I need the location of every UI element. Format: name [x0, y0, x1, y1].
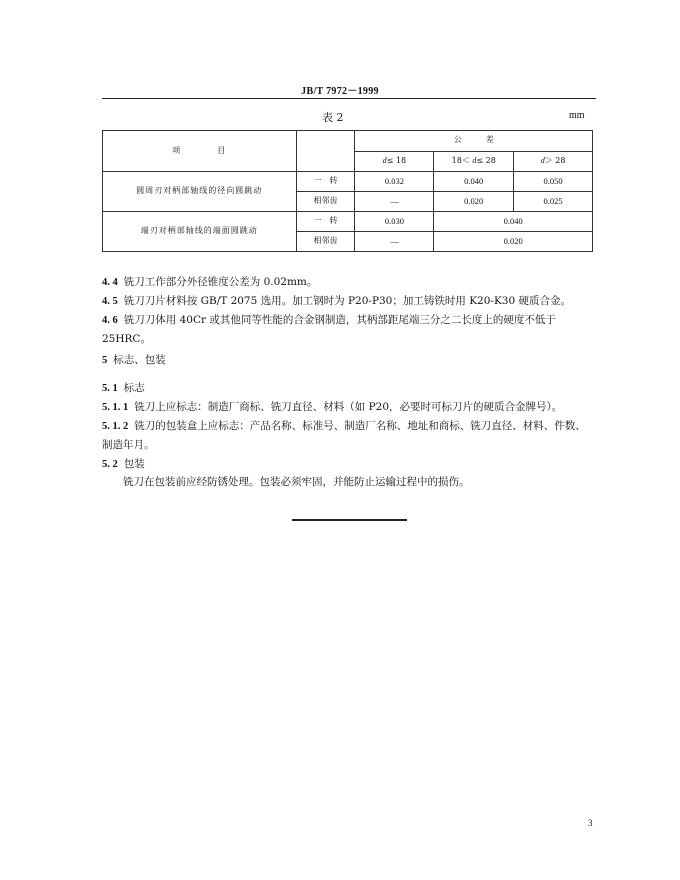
clause-4-6: 4. 6 铣刀刀体用 40Cr 或其他同等性能的合金钢制造，其柄部距尾端三分之二长度上的硬度不低于 25HRC。: [102, 314, 556, 345]
end-rule: [292, 519, 407, 521]
table-cell: —: [355, 232, 434, 252]
table-cell: 一 转: [296, 212, 355, 232]
clause-5-1-1: 5. 1. 1 铣刀上应标志：制造厂商标、铣刀直径、材料（如 P20，必要时可标刀片的硬质合金牌号）。: [102, 401, 563, 413]
col-header-18-d-28: 18＜ d≤ 28: [434, 151, 514, 172]
table-cell: 0.032: [355, 172, 434, 192]
table-cell: 相邻齿: [296, 232, 355, 252]
clause-5-1-2: 5. 1. 2 铣刀的包装盒上应标志：产品名称、标准号、制造厂名称、地址和商标、铣刀直径、材料、件数、制造年月。: [102, 420, 586, 451]
table-title: 表 2: [322, 111, 344, 124]
table-cell: —: [355, 192, 434, 212]
clause-5-2-text: 铣刀在包装前应经防锈处理。包装必须牢固，并能防止运输过程中的损伤。: [123, 476, 470, 488]
table-unit: mm: [569, 110, 585, 121]
item-header: 项 目: [103, 131, 297, 172]
section-5-1-heading: 5. 1 标志: [102, 382, 145, 394]
table-cell: 0.020: [434, 232, 593, 252]
header-rule: [102, 98, 596, 99]
table-cell: 相邻齿: [296, 192, 355, 212]
item-header-sub: [296, 131, 355, 172]
row-item-face-runout: 端刃对柄部轴线的端面圆跳动: [103, 212, 297, 252]
table-cell: 0.025: [514, 192, 593, 212]
table-cell: 一 转: [296, 172, 355, 192]
standard-code-header: JB/T 7972－1999: [301, 86, 379, 97]
table-cell: 0.040: [434, 172, 514, 192]
col-header-d-le-18: d≤ 18: [355, 151, 434, 172]
table-cell: 0.050: [514, 172, 593, 192]
table-cell: 0.020: [434, 192, 514, 212]
col-header-d-gt-28: d＞ 28: [514, 151, 593, 172]
table-cell: 0.030: [355, 212, 434, 232]
page-number: 3: [588, 818, 593, 828]
clause-4-5: 4. 5 铣刀刀片材料按 GB/T 2075 选用。加工钢时为 P20-P30；加工铸铁时用 K20-K30 硬质合金。: [102, 295, 571, 307]
tolerance-table: [102, 130, 593, 252]
table-cell: 0.040: [434, 212, 593, 232]
section-5-heading: 5 标志、包装: [102, 354, 166, 366]
clause-4-4: 4. 4 铣刀工作部分外径锥度公差为 0.02mm。: [102, 276, 318, 288]
section-5-2-heading: 5. 2 包装: [102, 458, 145, 470]
tolerance-header: 公 差: [355, 131, 593, 152]
row-item-radial-runout: 圆周刃对柄部轴线的径向圆跳动: [103, 172, 297, 212]
